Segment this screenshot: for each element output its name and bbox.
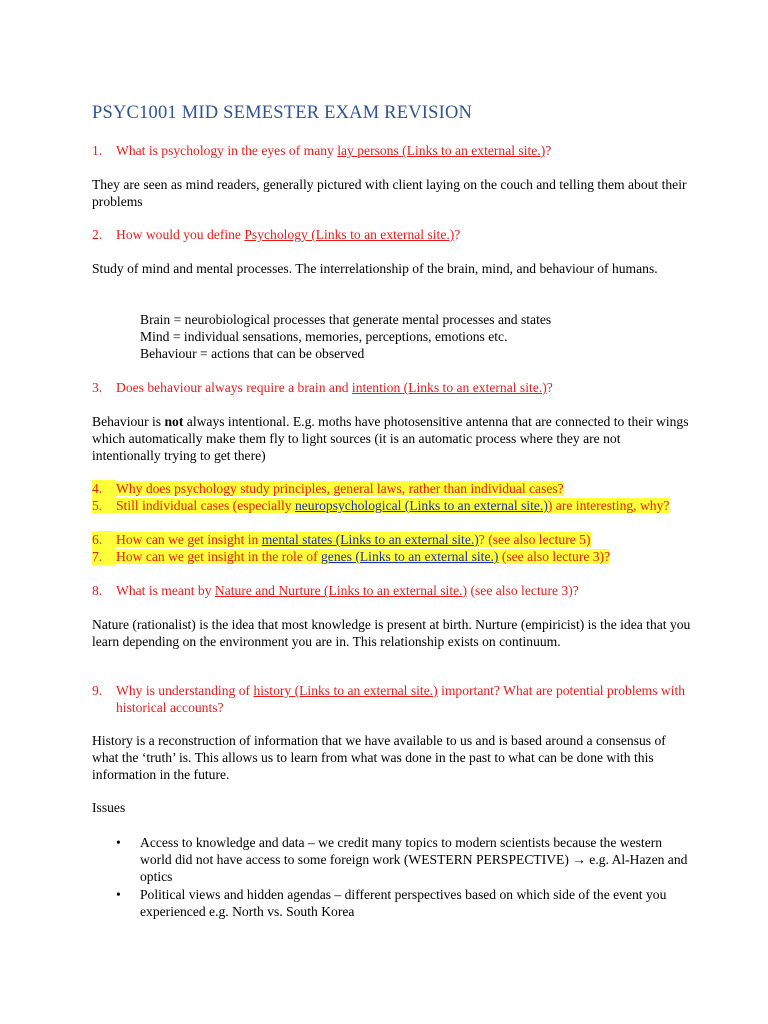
answer-3 [92,413,692,464]
definition-behaviour: Behaviour = actions that can be observed [140,346,365,361]
issue-item [92,886,692,920]
definition-mind: Mind = individual sensations, memories, perceptions, emotions etc. [140,329,508,344]
answer-9: History is a reconstruction of information that we have available to us and is based around a consensus of what the ‘truth’ is. This allows us to learn from what was done in the past to what can be done with this information in the future. [92,733,666,782]
question-suffix: (see also lecture 3)? [498,549,611,564]
answer-1: They are seen as mind readers, generally pictured with client laying on the couch and telling them about their problems [92,177,687,209]
question-text: How would you define [116,227,245,242]
external-link-mental-states[interactable]: mental states (Links to an external site.) [261,532,479,547]
question-text: Still individual cases (especially [116,498,295,513]
bullet-icon: • [116,835,121,850]
question-6 [92,531,692,548]
issue-item [92,834,692,885]
external-link-nature-nurture[interactable]: Nature and Nurture (Links to an external site.) [214,583,468,598]
question-suffix: important? What are potential problems with historical accounts? [116,683,686,715]
question-4 [92,480,692,497]
issue-text: Political views and hidden agendas – different perspectives based on which side of the event you experienced e.g. North vs. South Korea [140,887,667,919]
emphasis-not: not [164,414,184,429]
question-suffix: (see also lecture 3)? [467,583,579,598]
question-suffix: ) are interesting, why? [547,498,670,513]
question-suffix: ? [545,143,552,158]
issue-text: e.g. Al-Hazen and optics [140,852,688,884]
question-suffix: ? [454,227,461,242]
question-text: What is meant by [116,583,215,598]
question-text: What is psychology in the eyes of many [116,143,338,158]
question-number: 6. [92,531,116,548]
answer-2: Study of mind and mental processes. The interrelationship of the brain, mind, and behaviour of humans. [92,261,658,276]
external-link-neuropsychological[interactable]: neuropsychological (Links to an external site.) [294,498,548,513]
question-number: 8. [92,583,103,598]
definition-brain: Brain = neurobiological processes that generate mental processes and states [140,312,552,327]
external-link-psychology[interactable]: Psychology (Links to an external site.) [244,227,455,242]
question-number: 1. [92,143,103,158]
answer-text: Behaviour is [92,414,165,429]
issue-text: Access to knowledge and data – we credit many topics to modern scientists because the western world did not have access to some foreign work (WESTERN PERSPECTIVE) [140,835,663,867]
question-text: How can we get insight in the role of [116,549,321,564]
question-1 [92,142,692,159]
question-5 [92,497,692,514]
question-number: 5. [92,497,116,514]
external-link-genes[interactable]: genes (Links to an external site.) [321,549,499,564]
question-text: Does behaviour always require a brain and [116,380,352,395]
question-number: 4. [92,480,116,497]
bullet-icon: • [116,887,121,902]
question-8 [92,582,692,599]
question-number: 7. [92,548,116,565]
question-7 [92,548,692,565]
issues-heading: Issues [92,800,126,815]
arrow-right-icon: → [572,852,586,867]
question-text: Why is understanding of [116,683,254,698]
question-text: Why does psychology study principles, general laws, rather than individual cases? [116,481,564,496]
question-number: 2. [92,227,103,242]
question-suffix: ? (see also lecture 5) [478,532,591,547]
question-text: How can we get insight in [116,532,262,547]
external-link-intention[interactable]: intention (Links to an external site.) [351,380,547,395]
question-2 [92,226,692,243]
question-number: 3. [92,380,103,395]
answer-8: Nature (rationalist) is the idea that most knowledge is present at birth. Nurture (empiricist) is the idea that you learn depending on the environment you are in. This relationship exists on continuum. [92,617,691,649]
document-title: PSYC1001 MID SEMESTER EXAM REVISION [92,103,473,123]
question-3 [92,379,692,396]
question-suffix: ? [546,380,553,395]
question-9 [92,682,692,716]
question-number: 9. [92,683,103,698]
external-link-history[interactable]: history (Links to an external site.) [253,683,438,698]
external-link-lay-persons[interactable]: lay persons (Links to an external site.) [337,143,546,158]
answer-text: always intentional. E.g. moths have photosensitive antenna that are connected to their wings which automatically make them fly to light sources (it is an automatic process where they are not intentionally trying to get there) [92,414,689,463]
